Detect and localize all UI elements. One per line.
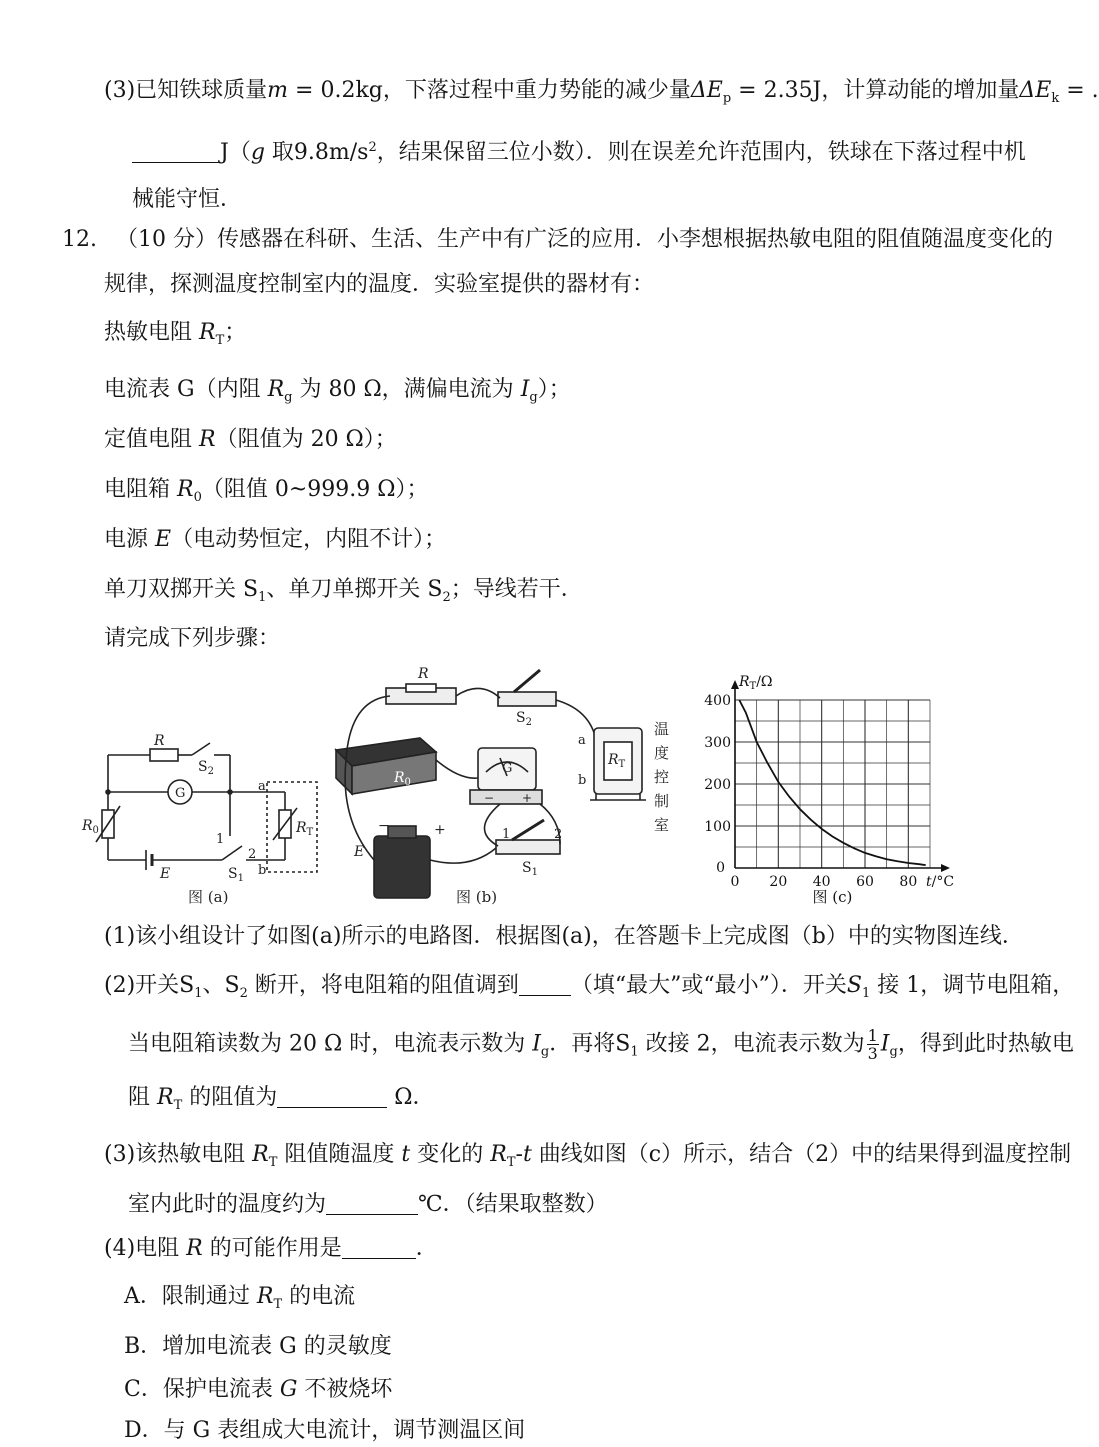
figure-b-room-char-5: 室 [654, 816, 670, 834]
chart-c-x-arrow [941, 864, 950, 872]
chart-c-y-arrow [731, 680, 739, 689]
figure-b-room-char-3: 控 [654, 768, 670, 786]
figure-b-room-char-1: 温 [654, 720, 670, 738]
chart-c-x-tick-label: 0 [730, 874, 740, 890]
figure-b-room-char-2: 度 [654, 744, 670, 762]
figure-a-label-e: E [160, 866, 171, 882]
answer-blank-choice[interactable] [342, 1236, 416, 1259]
option-b[interactable]: B．增加电流表 G 的灵敏度 [124, 1334, 392, 1359]
figure-a-label-r0: $R_0$ [82, 818, 99, 836]
material-power-source: 电源 E（电动势恒定，内阻不计）； [104, 527, 447, 552]
q11-part3-line3: 械能守恒． [132, 187, 243, 212]
figure-b-battery [374, 836, 430, 898]
figure-a-label-s2: $S_2$ [198, 759, 214, 777]
figure-b-label-r: R [418, 666, 429, 682]
chart-c-y-tick-label: 300 [704, 735, 731, 751]
figure-b-label-s2: $S_2$ [516, 710, 532, 728]
chart-c-x-tick-label: 80 [899, 874, 918, 890]
question-4: (4)电阻 R 的可能作用是 ． [104, 1236, 438, 1261]
question-3-line2: 室内此时的温度约为 ℃．（结果取整数） [128, 1192, 608, 1217]
chart-c-y-label: $R_T/\Omega$ [739, 674, 773, 692]
chart-c-x-label: t/°C [926, 874, 955, 890]
chart-c-y-tick-label: 400 [704, 693, 731, 709]
q11-part3-line2: J（g 取$9.8m/s^2$，结果保留三位小数）．则在误差允许范围内，铁球在下落过程中机 [132, 133, 1026, 168]
answer-blank-max-min[interactable] [519, 973, 571, 996]
chart-c-y-tick-label: 100 [704, 819, 731, 835]
option-d[interactable]: D．与 G 表组成大电流计，调节测温区间 [124, 1418, 526, 1443]
chart-c-y-tick-label: 200 [704, 777, 731, 793]
question-3-line1: (3)该热敏电阻 $R_T$ 阻值随温度 t 变化的 $R_T-t$ 曲线如图（c）所示，结合（2）中的结果得到温度控制 [104, 1142, 1072, 1170]
fraction-one-third: $\frac{1}{3}$ [867, 1026, 878, 1063]
figure-b-label-e: E [354, 844, 365, 860]
figure-a-label-a: a [258, 779, 266, 794]
figure-b-label-rt: $R_T$ [608, 752, 626, 770]
figure-a-label-rt: $R_T$ [296, 820, 314, 838]
answer-blank-temperature[interactable] [326, 1192, 418, 1215]
figure-a-label-2: 2 [248, 847, 257, 862]
steps-heading: 请完成下列步骤： [104, 626, 281, 651]
question-2-line1: (2)开关$S_1$、$S_2$ 断开，将电阻箱的阻值调到 （填“最大”或“最小”）．开关$S_1$ 接 1，调节电阻箱， [104, 973, 1075, 1001]
q12-number: 12. [62, 227, 97, 252]
q12-intro-line1: （10 分）传感器在科研、生活、生产中有广泛的应用．小李想根据热敏电阻的阻值随温度变化的 [116, 227, 1053, 252]
q12-intro-line2: 规律，探测温度控制室内的温度．实验室提供的器材有： [104, 272, 655, 297]
figure-b-battery-minus: − [378, 818, 390, 834]
material-resistance-box: 电阻箱 $R_0$（阻值 0~999.9 Ω）； [104, 477, 429, 505]
question-1: (1)该小组设计了如图(a)所示的电路图．根据图(a)，在答题卡上完成图（b）中的实物图连线． [104, 924, 1024, 949]
figure-a-switch-s1 [222, 846, 242, 860]
figure-a-label-b: b [258, 863, 267, 878]
figure-b-label-1: 1 [502, 827, 511, 842]
option-a[interactable]: A．限制通过 $R_T$ 的电流 [124, 1284, 356, 1312]
figure-b-label-minus: − [484, 791, 495, 805]
answer-blank-rt[interactable] [277, 1085, 387, 1108]
figure-a-resistor-r [150, 749, 178, 761]
figure-a-label-r: R [154, 733, 165, 749]
figure-a-label-g: G [175, 786, 186, 801]
material-thermistor: 热敏电阻 $R_T$； [104, 320, 247, 348]
figure-b-label-b: b [578, 773, 587, 788]
figure-b-label-g: G [502, 761, 513, 776]
material-switches: 单刀双掷开关 $S_1$、单刀单掷开关 $S_2$；导线若干． [104, 577, 583, 605]
figure-b-label-a: a [578, 733, 586, 748]
material-ammeter: 电流表 G（内阻 $R_g$ 为 80 Ω，满偏电流为 $I_g$）； [104, 377, 571, 405]
chart-c-x-tick-label: 60 [856, 874, 874, 890]
q11-part3-line1: (3)已知铁球质量m = 0.2kg，下落过程中重力势能的减少量$\Delta E_p = 2.35J$，计算动能的增加量$\Delta E_k$ = . [104, 78, 1099, 106]
figure-a-label-1: 1 [216, 832, 225, 847]
question-2-line2: 当电阻箱读数为 20 Ω 时，电流表示数为 $I_g$．再将$S_1$ 改接 2，电流表示数为 $\frac{1}{3}$ $I_g$，得到此时热敏电 [128, 1026, 1074, 1063]
figure-c-chart [704, 674, 954, 906]
figure-b-switch-s1 [496, 840, 560, 854]
figure-b-battery-plus: + [434, 822, 446, 838]
answer-blank-ek[interactable] [132, 140, 220, 163]
figure-b-label-plus: + [522, 791, 533, 805]
figure-a-caption: 图 (a) [188, 888, 229, 906]
material-fixed-resistor: 定值电阻 R（阻值为 20 Ω）； [104, 427, 397, 452]
chart-c-series-line [739, 700, 925, 865]
figure-b-label-s1: $S_1$ [522, 860, 538, 878]
option-c[interactable]: C．保护电流表 G 不被烧坏 [124, 1377, 393, 1402]
question-2-line3: 阻 $R_T$ 的阻值为 Ω． [128, 1085, 435, 1113]
figure-a-switch-s2 [192, 743, 210, 755]
figure-b-caption: 图 (b) [456, 888, 498, 906]
chart-c-origin-label: 0 [716, 860, 725, 876]
chart-c-x-tick-label: 20 [769, 874, 788, 890]
figure-b-switch-s2 [498, 692, 556, 706]
figure-a-label-s1: $S_1$ [228, 866, 244, 884]
figure-b-label-2: 2 [554, 827, 563, 842]
figure-b-label-r0: $R_0$ [394, 770, 411, 788]
figures-row [0, 660, 1080, 920]
figure-c-caption: 图 (c) [812, 888, 853, 906]
figure-b-room-char-4: 制 [654, 792, 670, 810]
chart-c-x-tick-label: 40 [812, 874, 831, 890]
